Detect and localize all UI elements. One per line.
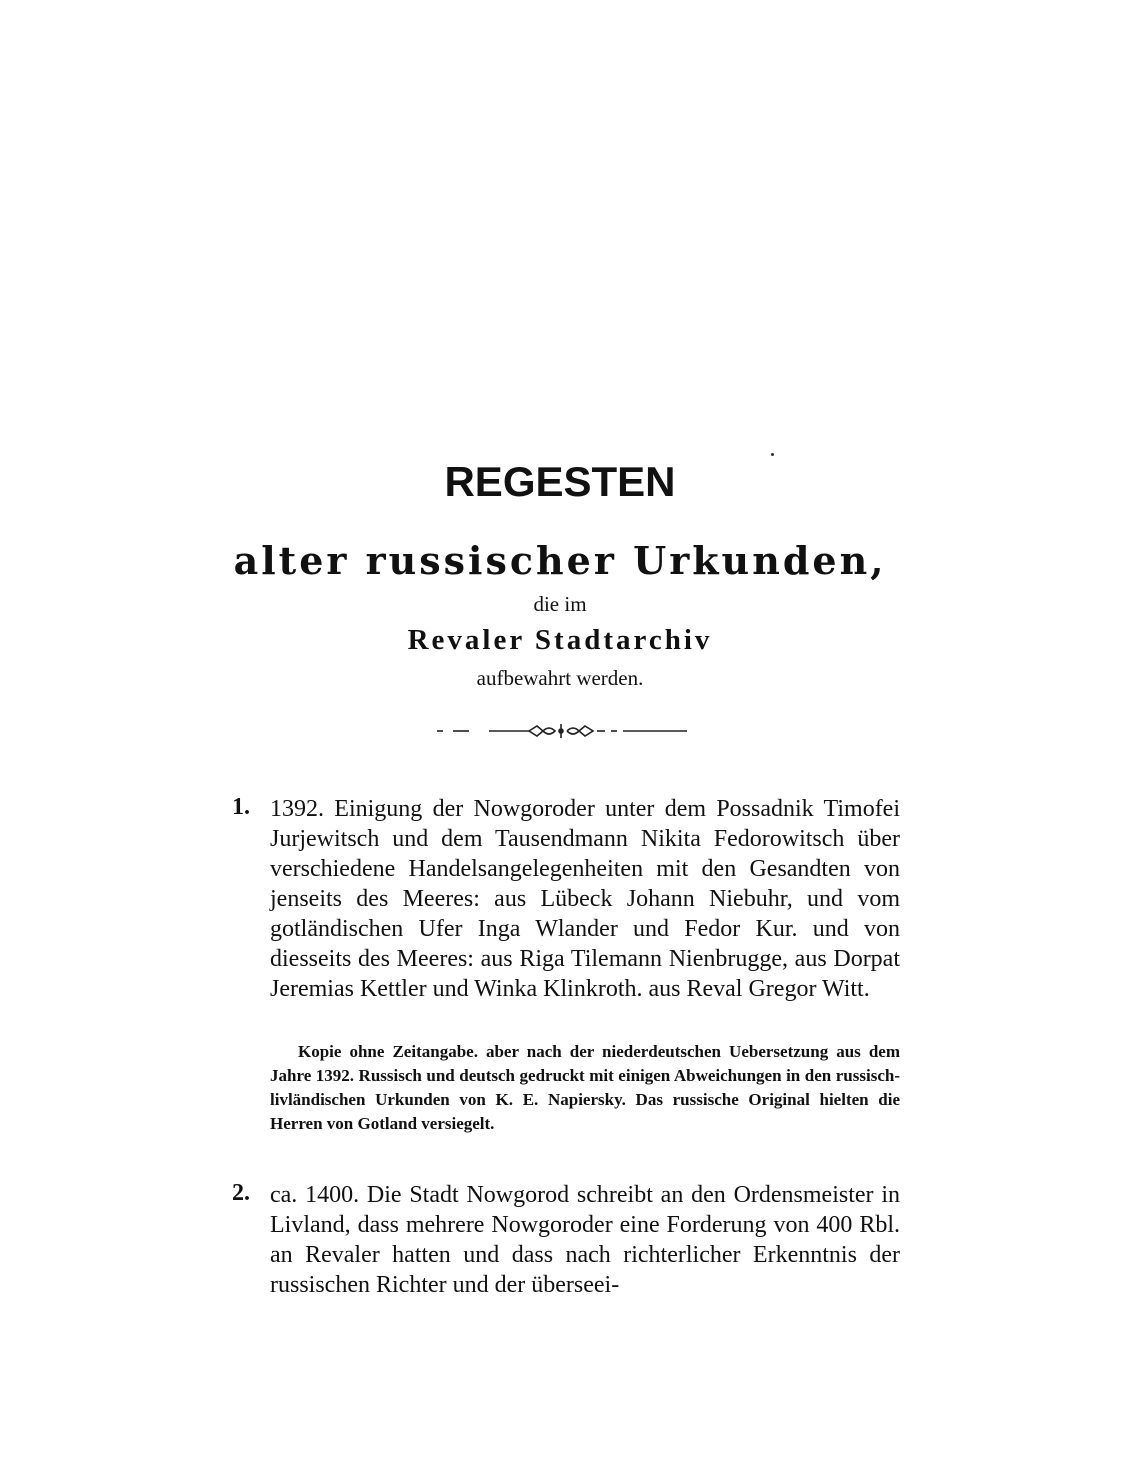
entry-number: 2. [232, 1180, 250, 1206]
print-speck [771, 453, 774, 456]
entry-number: 1. [232, 794, 250, 820]
page-title: REGESTEN [444, 458, 676, 505]
entry-note [270, 1040, 900, 1136]
archive-name: Revaler Stadtarchiv [407, 624, 713, 656]
entry-1 [232, 794, 900, 1139]
subtitle-die-im: die im [533, 592, 587, 616]
ornament-divider [437, 716, 687, 746]
subtitle-aufbewahrt: aufbewahrt werden. [476, 666, 644, 690]
entry-text: ca. 1400. Die Stadt Nowgorod schreibt an den Ordensmeister in Livland, dass mehrere Nowgoroder eine Forderung von 400 Rbl. an Revaler hatten und dass nach richterlicher Erkenntnis der russischen Richter und der überseei- [270, 1182, 900, 1298]
entry-text: 1392. Einigung der Nowgoroder unter dem Possadnik Timofei Jurjewitsch und dem Tausendmann Nikita Fedorowitsch über verschiedene Handelsangelegenheiten mit den Gesandten von jenseits des Meeres: aus Lübeck Johann Niebuhr, und vom gotländischen Ufer Inga Wlander und Fedor Kur. und von diesseits des Meeres: aus Riga Tilemann Nienbrugge, aus Dorpat Jeremias Kettler und Winka Klinkroth. aus Reval Gregor Witt. [270, 796, 900, 1002]
entry-note-text: Kopie ohne Zeitangabe. aber nach der niederdeutschen Uebersetzung aus dem Jahre 1392. Russisch und deutsch gedruckt mit einigen Abweichungen in den russisch-livländischen Urkunden von K. E. Napiersky. Das russische Original hielten die Herren von Gotland versiegelt. [270, 1042, 900, 1133]
subtitle: alter russischer Urkunden, [233, 538, 887, 583]
entry-2 [232, 1180, 900, 1320]
